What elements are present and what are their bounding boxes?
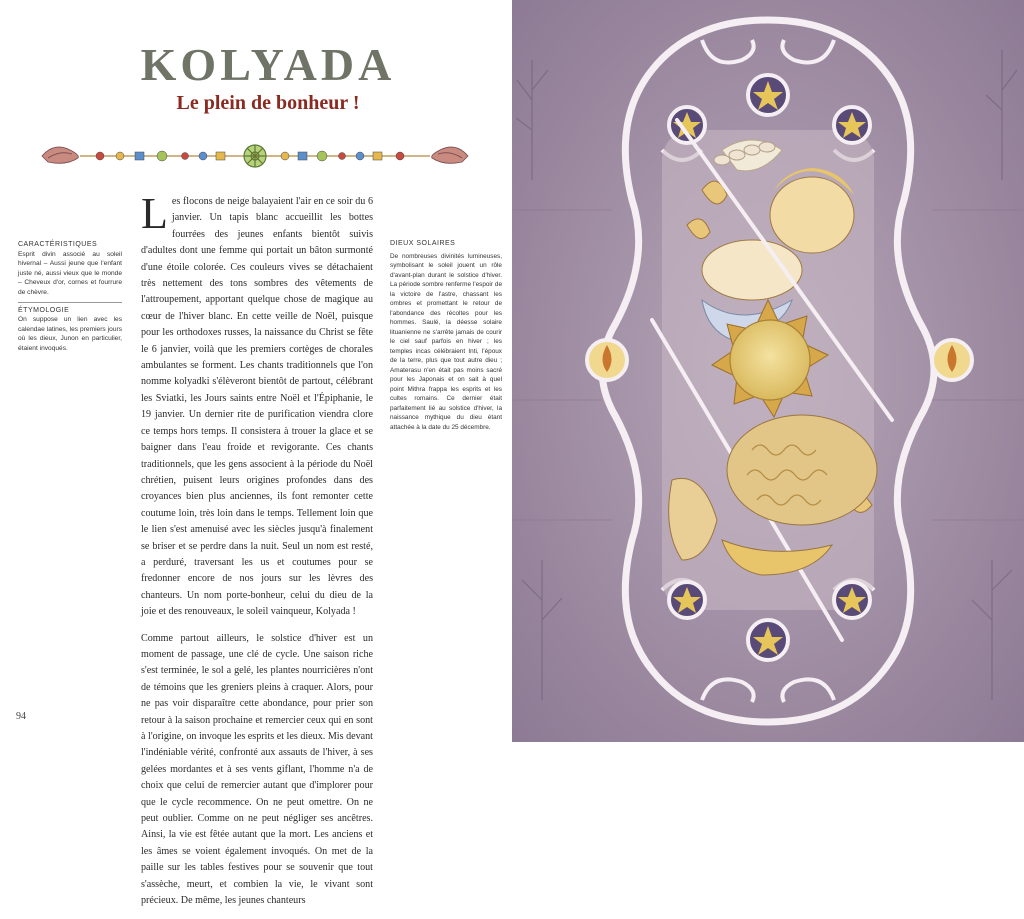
decorative-border-ornament bbox=[40, 136, 470, 172]
ornament-center-wheel bbox=[244, 145, 266, 167]
star-disc-bottom-left bbox=[669, 582, 705, 618]
ornament-right-shell bbox=[432, 147, 468, 163]
star-disc-top-left bbox=[669, 107, 705, 143]
solar-gods-sidenote bbox=[390, 239, 502, 432]
drop-cap: L bbox=[141, 189, 168, 238]
characteristics-sidenote bbox=[18, 240, 122, 354]
solar-gods-text: De nombreuses divinités lumineuses, symbolisant le soleil jouent un rôle d'avant-plan durant le solstice d'hiver. La période sombre renferme l'espoir de la victoire de l'astre, chassant les ombres et promettant le retour de l'abondance des récoltes pour les hommes. Saulé, la déesse solaire lituanienne ne s'arrête jamais de courir le ciel sauf parfois en hiver ; les temples incas célébraient Inti, l'époux de la terre, plus que tout autre dieu ; Amaterasu n'en était pas moins sacré pour les Japonais et on sait à quel point Mithra frappa les esprits et les cultes romains. Ce dernier était parfaitement lié au solstice d'hiver, la naissance mythique du dieu étant attachée à la date du 25 décembre. bbox=[390, 252, 502, 431]
page-title: KOLYADA bbox=[140, 39, 396, 90]
body-column bbox=[141, 189, 373, 919]
page-number: 94 bbox=[16, 711, 26, 722]
ornament-left-shell bbox=[42, 147, 78, 163]
star-disc-bottom bbox=[748, 620, 788, 660]
illustration-artwork bbox=[512, 0, 1024, 742]
candle-right bbox=[932, 340, 972, 380]
left-page bbox=[0, 0, 512, 907]
etymology-text: On suppose un lien avec les calendae latines, les premiers jours où les dieux, Junon en particulier, étaient invoqués. bbox=[18, 316, 122, 352]
characteristics-text: Esprit divin associé au soleil hivernal – Aussi jeune que l'enfant juste né, aussi vieux que le monde – Cheveux d'or, cornes et fourrure de chèvre. bbox=[18, 250, 122, 296]
star-disc-top bbox=[748, 75, 788, 115]
body-paragraph-1-text: es flocons de neige balayaient l'air en ce soir du 6 janvier. Un tapis blanc accueillit les bottes fourrées des jeunes enfants bientôt suivis d'adultes dont une femme qui portait un bâton surmonté d'une étoile colorée. Ces couleurs vives se détachaient très nettement des tons sombres des vêtements de l'attroupement, apportant quelque chose de magique au cœur de l'hiver blanc. En cette veille de Noël, puisque pour les orthodoxes russes, la naissance du Christ se fête le 6 janvier, voilà que les premiers cortèges de chorales ambulantes se forment. Les chants traditionnels que l'on nomme kolyadki s'élèveront bientôt de partout, célébrant les Sviatki, les Jours saints entre Noël et l'Épiphanie, le 19 janvier. Un dernier rite de purification viendra clore ce temps hors temps. Il consistera à trouer la glace et se baigner dans l'eau froide et revigorante. Ces chants traditionnels, que les gens associent à la période du Noël chrétien, puisent leurs origines profondes dans des croyances bien plus anciennes, ils font remonter cette coutume loin, très loin dans le temps. Tellement loin que le lien s'est amenuisé avec les siècles jusqu'à finalement se briser et se perdre dans la nuit. Seul un nom est resté, a perduré, traversant les us et coutumes pour se fredonner encore de nos jours sur les lèvres des chanteurs. Un nom porte-bonheur, celui du dieu de la joie et des renouveaux, le soleil vainqueur, Kolyada ! bbox=[141, 196, 373, 618]
sidenote-divider bbox=[18, 302, 122, 303]
characteristics-heading: CARACTÉRISTIQUES bbox=[18, 241, 98, 248]
body-paragraph-1 bbox=[141, 189, 373, 621]
candle-left bbox=[587, 340, 627, 380]
page-subtitle: Le plein de bonheur ! bbox=[176, 92, 360, 114]
star-disc-top-right bbox=[834, 107, 870, 143]
body-paragraph-2: Comme partout ailleurs, le solstice d'hiver est un moment de passage, une clé de cycle. Une saison riche s'est terminée, le sol a gelé, les plantes nourricières n'ont de témoins que les greniers pleins à craquer. Alors, pour ne pas voir disparaître cette abondance, pour prier son retour à la saison prochaine et remercier ceux qui en sont à l'origine, on invoque les esprits et les dieux. Mis devant l'indéniable vérité, confronté aux assauts de l'hiver, à ses gelées mordantes et à ses vents giflant, l'homme n'a de choix que celui de remercier autant que d'implorer pour que le cycle recommence. On ne peut omettre. On ne peut oublier. Comme on ne peut négliger ses ancêtres. Ainsi, la vie est fêtée autant que la mort. Les anciens et les âmes se voient également invoqués. On met de la paille sur les tables festives pour se souvenir que tout s'assèche, meurt, et combien la vie, le vivant sont précieux. De même, les jeunes chanteurs bbox=[141, 632, 373, 907]
solar-gods-heading: DIEUX SOLAIRES bbox=[390, 240, 456, 247]
star-disc-bottom-right bbox=[834, 582, 870, 618]
kolyada-illustration bbox=[512, 0, 1024, 742]
etymology-heading: ÉTYMOLOGIE bbox=[18, 306, 70, 314]
